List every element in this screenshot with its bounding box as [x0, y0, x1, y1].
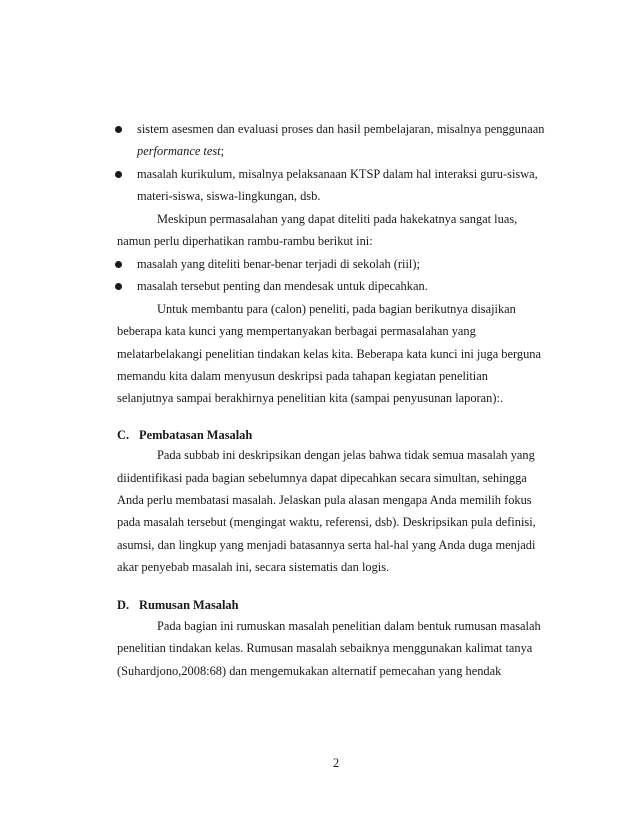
punctuation: ;: [220, 144, 225, 158]
bullet-line-continuation: materi-siswa, siswa-lingkungan, dsb.: [137, 189, 321, 203]
section-title: Pembatasan Masalah: [139, 428, 253, 442]
section-title: Rumusan Masalah: [139, 598, 239, 612]
section-heading-d: [117, 597, 239, 613]
paragraph-line: Meskipun permasalahan yang dapat diteliti pada hakekatnya sangat luas,: [157, 212, 518, 226]
bullet-line: masalah kurikulum, misalnya pelaksanaan KTSP dalam hal interaksi guru-siswa,: [137, 167, 538, 181]
paragraph-line: melatarbelakangi penelitian tindakan kelas kita. Beberapa kata kunci ini juga berguna: [117, 347, 541, 361]
section-heading-c: [117, 427, 252, 443]
bullet-icon: [115, 171, 122, 178]
page-number: 2: [333, 756, 340, 770]
bullet-icon: [115, 126, 122, 133]
paragraph-line: Pada subbab ini deskripsikan dengan jelas bahwa tidak semua masalah yang: [157, 448, 535, 462]
paragraph-line: namun perlu diperhatikan rambu-rambu berikut ini:: [117, 234, 373, 248]
bullet-line-continuation: [137, 143, 224, 159]
paragraph-line: penelitian tindakan kelas. Rumusan masalah sebaiknya menggunakan kalimat tanya: [117, 641, 533, 655]
section-number: D.: [117, 598, 130, 612]
bullet-icon: [115, 261, 122, 268]
paragraph-line: memandu kita dalam menyusun deskripsi pada tahapan kegiatan penelitian: [117, 369, 488, 383]
paragraph-line: pada masalah tersebut (mengingat waktu, referensi, dsb). Deskripsikan pula definisi,: [117, 515, 536, 529]
paragraph-line: Anda perlu membatasi masalah. Jelaskan pula alasan mengapa Anda memilih fokus: [117, 493, 532, 507]
bullet-line: sistem asesmen dan evaluasi proses dan hasil pembelajaran, misalnya penggunaan: [137, 122, 545, 136]
bullet-line: masalah yang diteliti benar-benar terjadi di sekolah (riil);: [137, 257, 420, 271]
paragraph-line: asumsi, dan lingkup yang menjadi batasannya serta hal-hal yang Anda duga menjadi: [117, 538, 536, 552]
section-number: C.: [117, 428, 130, 442]
paragraph-line: Untuk membantu para (calon) peneliti, pada bagian berikutnya disajikan: [157, 302, 516, 316]
paragraph-line: Pada bagian ini rumuskan masalah penelitian dalam bentuk rumusan masalah: [157, 619, 541, 633]
bullet-line: masalah tersebut penting dan mendesak untuk dipecahkan.: [137, 279, 428, 293]
bullet-icon: [115, 283, 122, 290]
paragraph-line: (Suhardjono,2008:68) dan mengemukakan alternatif pemecahan yang hendak: [117, 664, 502, 678]
italic-term: performance test: [137, 144, 221, 158]
paragraph-line: beberapa kata kunci yang mempertanyakan berbagai permasalahan yang: [117, 324, 476, 338]
paragraph-line: diidentifikasi pada bagian sebelumnya dapat dipecahkan secara simultan, sehingga: [117, 471, 527, 485]
paragraph-line: selanjutnya sampai berakhirnya penelitian kita (sampai penyusunan laporan):.: [117, 391, 504, 405]
paragraph-line: akar penyebab masalah ini, secara sistematis dan logis.: [117, 560, 390, 574]
